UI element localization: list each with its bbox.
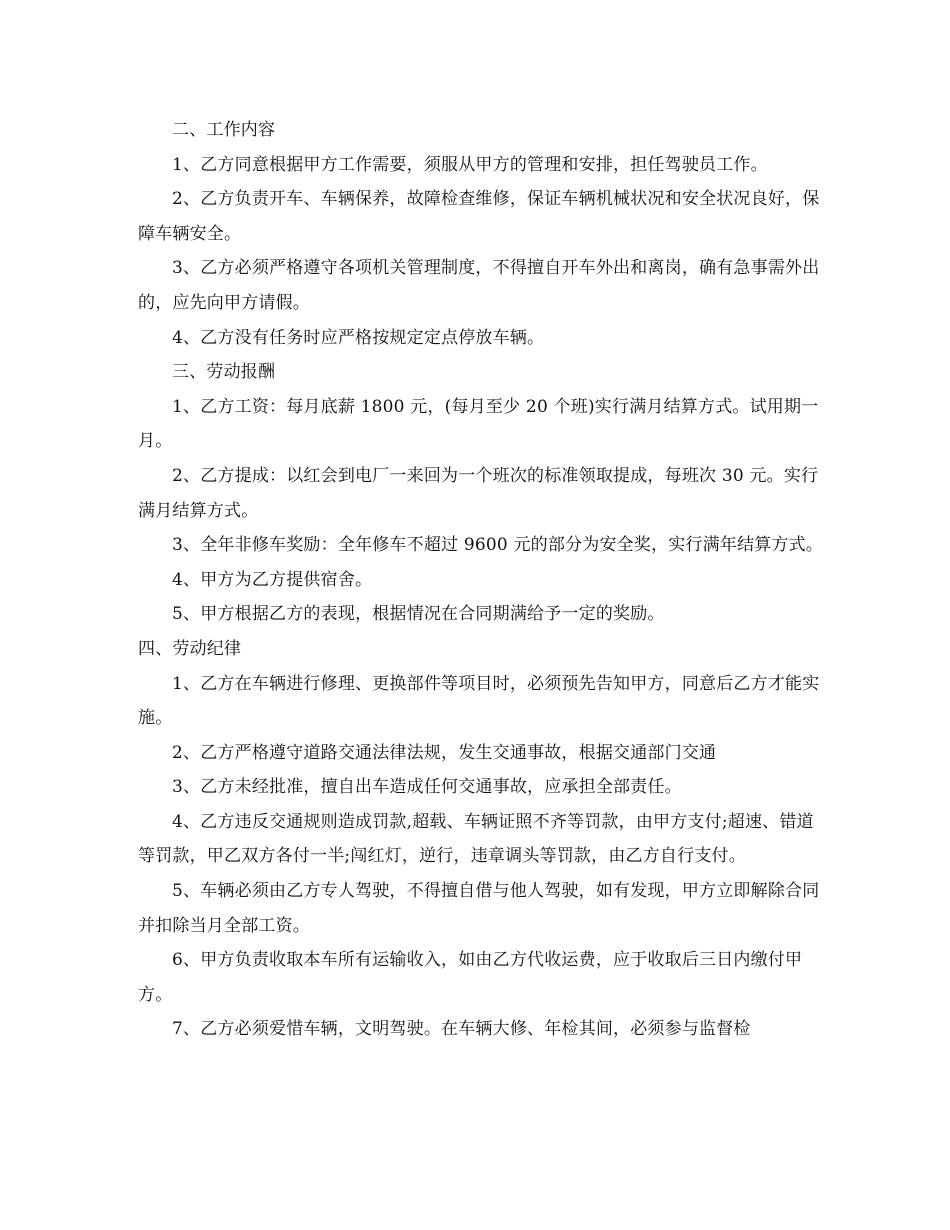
paragraph-discipline-2: 2、乙方严格遵守道路交通法律法规，发生交通事故，根据交通部门交通 xyxy=(172,742,717,763)
paragraph-remuneration-2: 2、乙方提成：以红会到电厂一来回为一个班次的标准领取提成，每班次 30 元。实行满月结算方式。 xyxy=(138,465,819,521)
paragraph-work-2: 2、乙方负责开车、车辆保养，故障检查维修，保证车辆机械状况和安全状况良好，保障车辆安全。 xyxy=(138,189,820,244)
paragraph-remuneration-1: 1、乙方工资：每月底薪 1800 元，(每月至少 20 个班)实行满月结算方式。试用期一月。 xyxy=(138,396,819,452)
paragraph-work-4: 4、乙方没有任务时应严格按规定定点停放车辆。 xyxy=(172,327,545,348)
paragraph-work-3: 3、乙方必须严格遵守各项机关管理制度，不得擅自开车外出和离岗，确有急事需外出的，应先向甲方请假。 xyxy=(138,258,820,313)
section-heading-discipline: 四、劳动纪律 xyxy=(138,638,242,659)
paragraph-remuneration-5: 5、甲方根据乙方的表现，根据情况在合同期满给予一定的奖励。 xyxy=(172,604,665,625)
paragraph-discipline-6: 6、甲方负责收取本车所有运输收入，如由乙方代收运费，应于收取后三日内缴付甲方。 xyxy=(138,950,803,1005)
paragraph-discipline-1: 1、乙方在车辆进行修理、更换部件等项目时，必须预先告知甲方，同意后乙方才能实施。 xyxy=(138,673,820,729)
paragraph-work-1: 1、乙方同意根据甲方工作需要，须服从甲方的管理和安排，担任驾驶员工作。 xyxy=(172,154,768,175)
paragraph-discipline-4: 4、乙方违反交通规则造成罚款,超载、车辆证照不齐等罚款，由甲方支付;超速、错道等罚款，甲乙双方各付一半;闯红灯，逆行，违章调头等罚款，由乙方自行支付。 xyxy=(138,811,814,867)
section-heading-work-content: 二、工作内容 xyxy=(172,120,276,140)
paragraph-discipline-3: 3、乙方未经批准，擅自出车造成任何交通事故，应承担全部责任。 xyxy=(172,777,682,798)
document-body xyxy=(138,113,828,1047)
section-heading-remuneration: 三、劳动报酬 xyxy=(172,362,276,383)
paragraph-remuneration-3: 3、全年非修车奖励：全年修车不超过 9600 元的部分为安全奖，实行满年结算方式。 xyxy=(172,535,824,556)
paragraph-discipline-7: 7、乙方必须爱惜车辆，文明驾驶。在车辆大修、年检其间，必须参与监督检 xyxy=(172,1019,751,1040)
paragraph-discipline-5: 5、车辆必须由乙方专人驾驶，不得擅自借与他人驾驶，如有发现，甲方立即解除合同并扣除当月全部工资。 xyxy=(138,881,820,936)
paragraph-remuneration-4: 4、甲方为乙方提供宿舍。 xyxy=(172,569,373,590)
